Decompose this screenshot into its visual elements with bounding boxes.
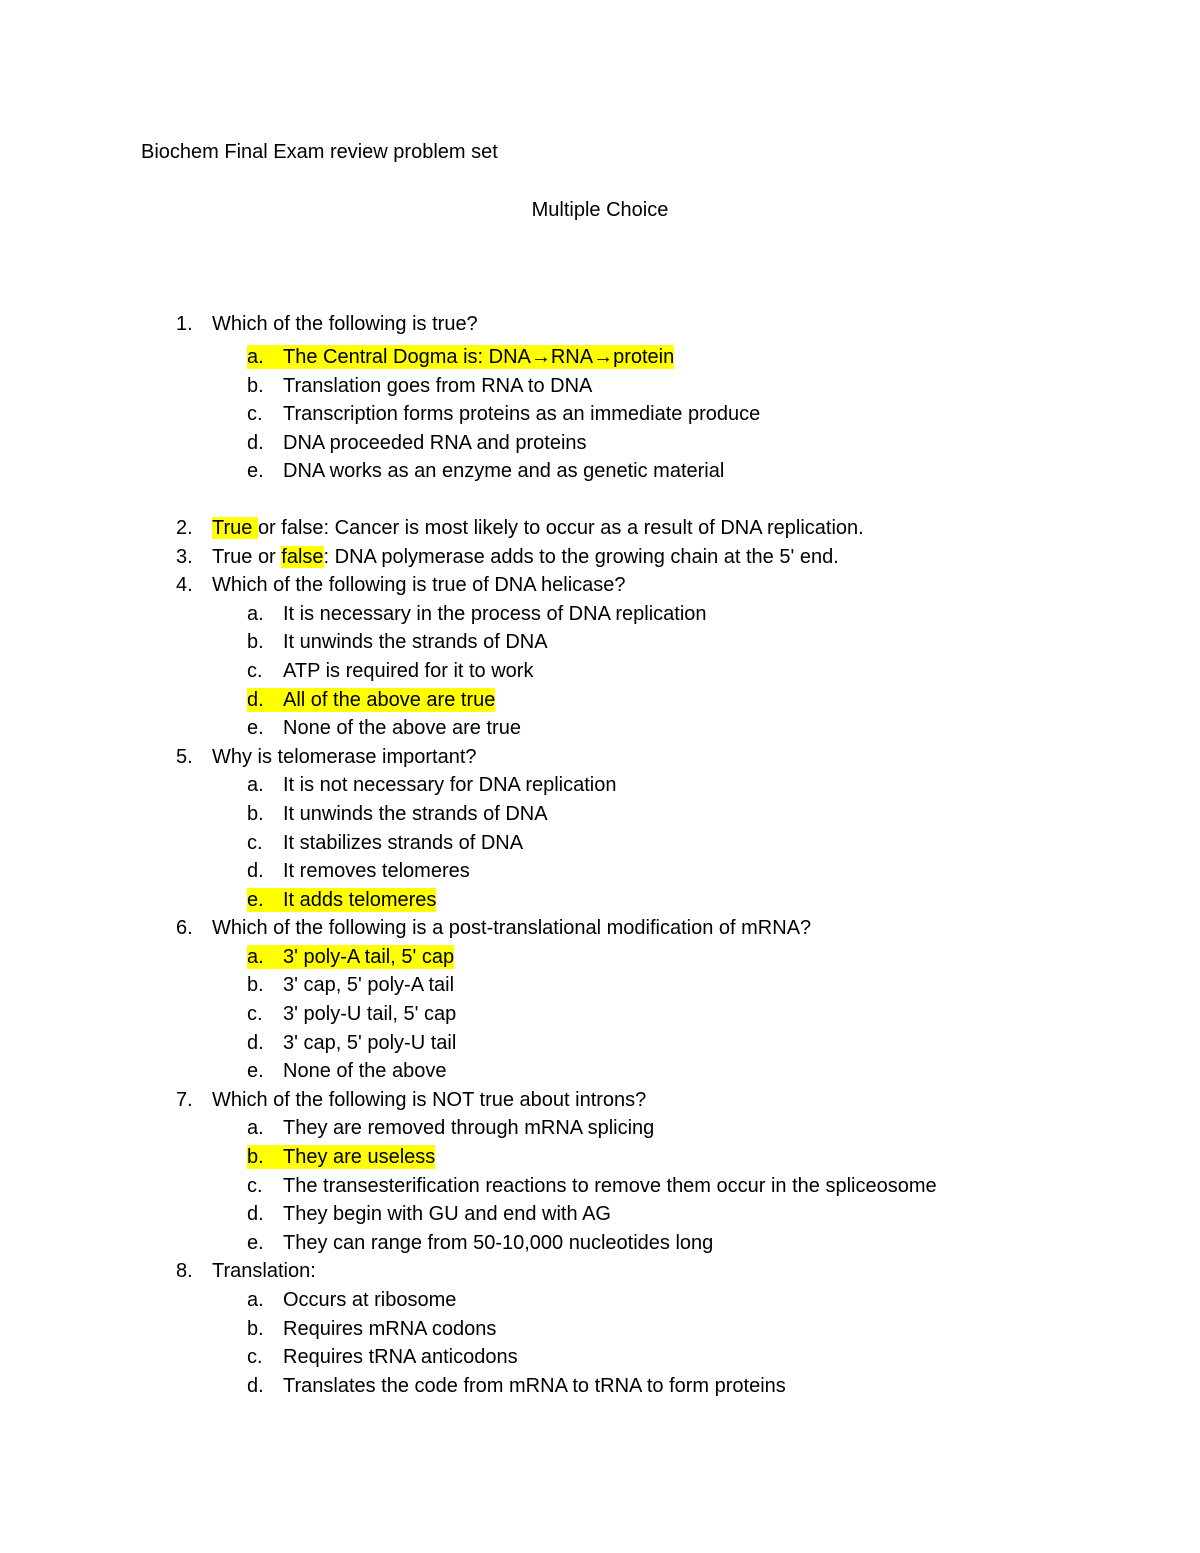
option [247, 630, 548, 654]
option [247, 459, 724, 483]
option-content [247, 1374, 786, 1398]
text-segment: Translation: [212, 1260, 316, 1283]
option-letter: e. [247, 888, 264, 911]
highlighted-correct-option [247, 1145, 435, 1169]
option-text: They are removed through mRNA splicing [283, 1117, 655, 1140]
option-text: It stabilizes strands of DNA [283, 831, 524, 854]
highlighted-correct-option [247, 688, 495, 712]
option-content [247, 831, 523, 855]
option [247, 716, 521, 740]
option-text: Translates the code from mRNA to tRNA to form proteins [283, 1374, 786, 1397]
question-number: 1. [176, 313, 193, 335]
option-letter: c. [247, 831, 263, 854]
option-text: They are useless [283, 1146, 436, 1169]
option-text: It is necessary in the process of DNA replication [283, 602, 707, 625]
option-letter: d. [247, 431, 264, 454]
option-content [247, 859, 470, 883]
option-content [247, 659, 533, 683]
option [247, 1174, 937, 1198]
option-letter: e. [247, 460, 264, 483]
option-letter: c. [247, 659, 263, 682]
question-text [212, 516, 864, 540]
option-text: Translation goes from RNA to DNA [283, 374, 593, 397]
option-text: 3' poly-A tail, 5' cap [283, 945, 455, 968]
question-text [212, 545, 839, 569]
option-text: It adds telomeres [283, 888, 437, 911]
option-content [247, 1059, 446, 1083]
option-text: The Central Dogma is: DNA→RNA→protein [283, 346, 675, 368]
option [247, 773, 616, 797]
option-text: DNA proceeded RNA and proteins [283, 431, 587, 454]
option-text: It is not necessary for DNA replication [283, 774, 617, 797]
option-letter: a. [247, 346, 264, 368]
option [247, 1374, 786, 1398]
option [247, 802, 548, 826]
question-number: 7. [176, 1088, 193, 1111]
option [247, 831, 523, 855]
question-number: 2. [176, 516, 193, 539]
option-letter: c. [247, 1003, 263, 1026]
option-letter: b. [247, 802, 264, 825]
question-text [212, 1259, 316, 1283]
question-text [212, 573, 626, 597]
option [247, 1002, 456, 1026]
option-letter: d. [247, 1374, 264, 1397]
option-content [247, 402, 760, 426]
option-letter: d. [247, 860, 264, 883]
option-content [247, 973, 454, 997]
option-letter: a. [247, 602, 264, 625]
option-text: All of the above are true [283, 688, 496, 711]
option-content [247, 431, 587, 455]
option-content [247, 1288, 456, 1312]
option [247, 1288, 456, 1312]
option-text: ATP is required for it to work [283, 659, 534, 682]
option-letter: b. [247, 631, 264, 654]
question-number: 6. [176, 917, 193, 940]
option-letter: b. [247, 1317, 264, 1340]
option-letter: d. [247, 1031, 264, 1054]
option-letter: d. [247, 1203, 264, 1226]
option-content [247, 1345, 518, 1369]
option-content [247, 374, 592, 398]
option-text: The transesterification reactions to remove them occur in the spliceosome [283, 1174, 937, 1197]
option [247, 1031, 456, 1055]
option-content [247, 716, 521, 740]
option-letter: e. [247, 1231, 264, 1254]
option-text: Transcription forms proteins as an immediate produce [283, 403, 761, 426]
option-text: It unwinds the strands of DNA [283, 631, 548, 654]
option-letter: b. [247, 374, 264, 397]
option-text: 3' poly-U tail, 5' cap [283, 1003, 457, 1026]
text-segment: True or [212, 545, 282, 568]
option-letter: b. [247, 1146, 264, 1169]
question-number: 5. [176, 745, 193, 768]
question-text [212, 1088, 646, 1112]
option-text: Occurs at ribosome [283, 1289, 457, 1311]
option-letter: a. [247, 945, 264, 968]
option-text: 3' cap, 5' poly-U tail [283, 1031, 457, 1054]
option [247, 1202, 611, 1226]
highlighted-answer: True [212, 516, 258, 539]
option-letter: a. [247, 1289, 264, 1311]
text-segment: Which of the following is NOT true about introns? [212, 1088, 647, 1111]
option-text: 3' cap, 5' poly-A tail [283, 974, 455, 997]
option-letter: b. [247, 974, 264, 997]
option [247, 659, 533, 683]
option-text: Requires mRNA codons [283, 1317, 497, 1340]
highlighted-correct-option [247, 345, 674, 369]
text-segment: Which of the following is true of DNA helicase? [212, 574, 626, 597]
option-content [247, 1116, 654, 1140]
highlighted-correct-option [247, 945, 454, 969]
option [247, 374, 592, 398]
text-segment: Why is telomerase important? [212, 745, 477, 768]
question-number: 8. [176, 1260, 193, 1283]
option [247, 1145, 435, 1169]
option [247, 1345, 518, 1369]
text-segment: : DNA polymerase adds to the growing chain at the 5' end. [323, 545, 839, 568]
option-letter: e. [247, 1060, 264, 1083]
highlighted-correct-option [247, 888, 436, 912]
option-text: DNA works as an enzyme and as genetic material [283, 460, 725, 483]
option-letter: c. [247, 403, 263, 426]
option-content [247, 630, 548, 654]
question-text [212, 745, 477, 769]
option-text: They begin with GU and end with AG [283, 1203, 611, 1226]
option-content [247, 773, 616, 797]
option-content [247, 1202, 611, 1226]
option-text: None of the above [283, 1060, 447, 1083]
option-letter: c. [247, 1346, 263, 1369]
option [247, 1231, 713, 1255]
option [247, 402, 760, 426]
question-number: 4. [176, 574, 193, 597]
option-content [247, 1231, 713, 1255]
option-content [247, 1174, 937, 1198]
document-title: Biochem Final Exam review problem set [141, 141, 498, 163]
option [247, 345, 674, 369]
option-content [247, 1031, 456, 1055]
text-segment: Which of the following is true? [212, 313, 478, 335]
option-content [247, 459, 724, 483]
option [247, 1116, 654, 1140]
option [247, 859, 470, 883]
text-segment: or false: Cancer is most likely to occur as a result of DNA replication. [257, 516, 864, 539]
option-content [247, 802, 548, 826]
option [247, 431, 587, 455]
option-letter: c. [247, 1174, 263, 1197]
highlighted-answer: false [281, 545, 324, 568]
option [247, 602, 707, 626]
option [247, 973, 454, 997]
section-heading: Multiple Choice [531, 199, 669, 221]
option-text: Requires tRNA anticodons [283, 1346, 518, 1369]
option [247, 688, 495, 712]
option-text: It removes telomeres [283, 860, 470, 883]
option [247, 888, 436, 912]
option-letter: a. [247, 1117, 264, 1140]
question-text [212, 312, 478, 336]
option-letter: d. [247, 688, 264, 711]
option-text: It unwinds the strands of DNA [283, 802, 548, 825]
option [247, 1317, 496, 1341]
option-letter: a. [247, 774, 264, 797]
text-segment: Which of the following is a post-translational modification of mRNA? [212, 917, 812, 940]
option [247, 1059, 446, 1083]
option-text: They can range from 50-10,000 nucleotides long [283, 1231, 714, 1254]
option-content [247, 602, 707, 626]
option-letter: e. [247, 717, 264, 740]
question-number: 3. [176, 545, 193, 568]
option-content [247, 1317, 496, 1341]
question-text [212, 916, 811, 940]
option-text: None of the above are true [283, 717, 521, 740]
option-content [247, 1002, 456, 1026]
option [247, 945, 454, 969]
